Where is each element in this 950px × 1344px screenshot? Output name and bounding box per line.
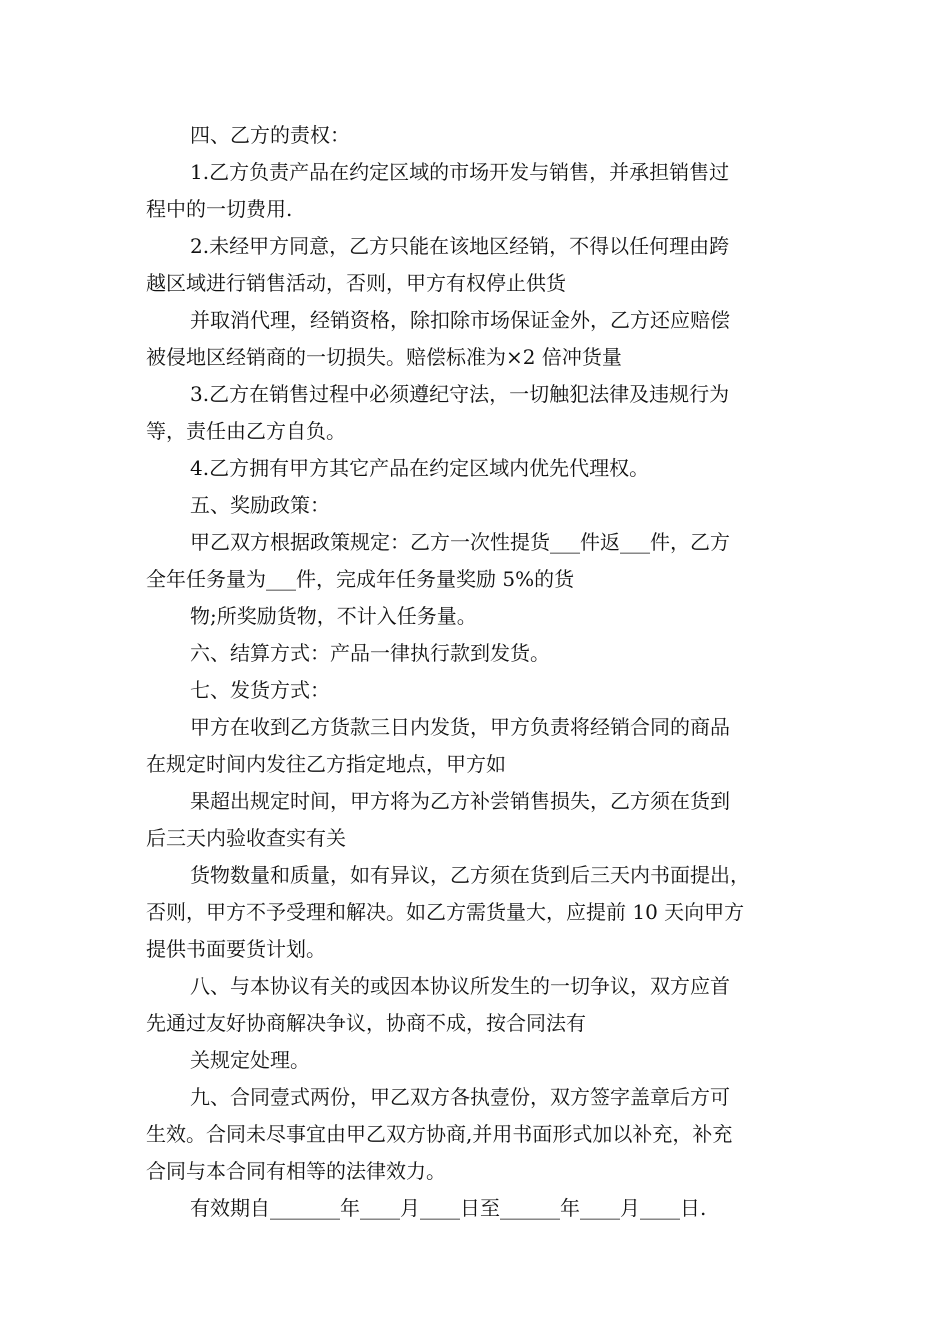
document-body xyxy=(146,117,814,1227)
text-line: 八、与本协议有关的或因本协议所发生的一切争议，双方应首 xyxy=(190,974,730,998)
text-line: 六、结算方式：产品一律执行款到发货。 xyxy=(190,641,550,665)
text-line: 有效期自_______年____月____日至______年____月____日. xyxy=(190,1196,707,1220)
text-line: 被侵地区经销商的一切损失。赔偿标准为×2 倍冲货量 xyxy=(146,345,622,369)
text-line: 四、乙方的责权： xyxy=(190,123,350,147)
text-line: 3.乙方在销售过程中必须遵纪守法，一切触犯法律及违规行为 xyxy=(190,382,730,406)
text-line: 全年任务量为___件，完成年任务量奖励 5%的货 xyxy=(146,567,575,591)
text-line: 货物数量和质量，如有异议，乙方须在货到后三天内书面提出， xyxy=(190,863,750,887)
text-line: 物;所奖励货物，不计入任务量。 xyxy=(190,604,477,628)
text-line: 五、奖励政策： xyxy=(190,493,330,517)
text-line: 1.乙方负责产品在约定区域的市场开发与销售，并承担销售过 xyxy=(190,160,730,184)
text-line: 否则，甲方不予受理和解决。如乙方需货量大，应提前 10 天向甲方 xyxy=(146,900,745,924)
text-line: 合同与本合同有相等的法律效力。 xyxy=(146,1159,446,1183)
text-line: 生效。合同未尽事宜由甲乙双方协商,并用书面形式加以补充，补充 xyxy=(146,1122,733,1146)
text-line: 等，责任由乙方自负。 xyxy=(146,419,346,443)
text-line: 越区域进行销售活动，否则，甲方有权停止供货 xyxy=(146,271,566,295)
text-line: 甲方在收到乙方货款三日内发货，甲方负责将经销合同的商品 xyxy=(190,715,730,739)
text-line: 后三天内验收查实有关 xyxy=(146,826,346,850)
text-line: 2.未经甲方同意，乙方只能在该地区经销，不得以任何理由跨 xyxy=(190,234,730,258)
text-line: 提供书面要货计划。 xyxy=(146,937,326,961)
text-line: 甲乙双方根据政策规定：乙方一次性提货___件返___件，乙方 xyxy=(190,530,730,554)
text-line: 在规定时间内发往乙方指定地点，甲方如 xyxy=(146,752,506,776)
text-line: 先通过友好协商解决争议，协商不成，按合同法有 xyxy=(146,1011,586,1035)
text-line: 关规定处理。 xyxy=(190,1048,310,1072)
text-line: 并取消代理，经销资格，除扣除市场保证金外，乙方还应赔偿 xyxy=(190,308,730,332)
text-line: 4.乙方拥有甲方其它产品在约定区域内优先代理权。 xyxy=(190,456,650,480)
text-line: 九、合同壹式两份，甲乙双方各执壹份，双方签字盖章后方可 xyxy=(190,1085,730,1109)
text-line: 果超出规定时间，甲方将为乙方补尝销售损失，乙方须在货到 xyxy=(190,789,730,813)
text-line: 程中的一切费用. xyxy=(146,197,293,221)
text-line: 七、发货方式： xyxy=(190,678,330,702)
